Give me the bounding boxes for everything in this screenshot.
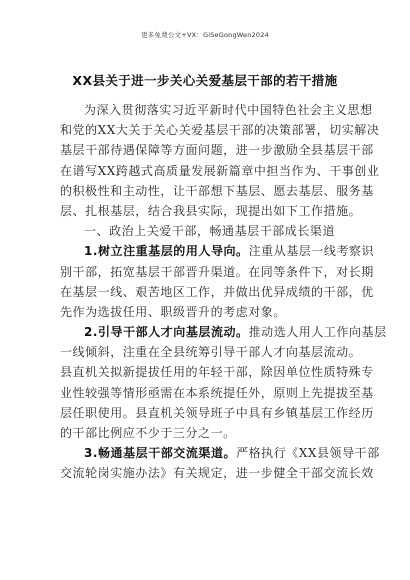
item-heading: 3.畅通基层干部交流渠道。 bbox=[84, 446, 237, 461]
paragraph-line: 层、扎根基层，结合我县实际，现提出如下工作措施。 bbox=[60, 203, 362, 218]
paragraph-line: 基层干部待遇保障等方面问题，进一步激励全县基层干部 bbox=[60, 143, 374, 158]
paragraph-line: 在基层一线、艰苦地区工作，并做出优异成绩的干部，优 bbox=[60, 284, 374, 299]
section-heading: 一、政治上关爱干部，畅通基层干部成长渠道 bbox=[84, 224, 336, 239]
paragraph-line: 的积极性和主动性，让干部想下基层、愿去基层、服务基 bbox=[60, 183, 374, 198]
paragraph-line: 的干部比例应不少于三分之一。 bbox=[60, 426, 236, 440]
paragraph-line: 一线倾斜，注重在全县统筹引导干部人才向基层流动。 bbox=[60, 345, 362, 360]
item-heading: 2.引导干部人才向基层流动。 bbox=[84, 325, 249, 340]
item-text: 注重从基层一线考察识 bbox=[248, 244, 375, 259]
paragraph-line: 在谱写XX跨越式高质量发展新篇章中担当作为、干事创业 bbox=[60, 163, 380, 178]
paragraph-line: 交流轮岗实施办法》有关规定，进一步健全干部交流长效 bbox=[60, 466, 374, 481]
item-text: 严格执行《XX县领导干部 bbox=[236, 446, 380, 461]
item-heading: 1.树立注重基层的用人导向。 bbox=[84, 244, 249, 259]
paragraph-line: 层任职使用。县直机关领导班子中具有乡镇基层工作经历 bbox=[60, 405, 374, 420]
item-first-line bbox=[60, 241, 375, 261]
item-first-line bbox=[60, 443, 380, 463]
paragraph-line: 业性较强等情形亟需在本系统提任外，原则上先提拔至基 bbox=[60, 385, 374, 400]
item-first-line bbox=[60, 322, 387, 342]
paragraph-line: 县直机关拟新提拔任用的年轻干部，除因单位性质特殊专 bbox=[60, 365, 374, 380]
header-note: 更多免费公文+VX：GiSeGongWen2024 bbox=[141, 31, 269, 39]
document-title: XX县关于进一步关心关爱基层干部的若干措施 bbox=[72, 73, 338, 88]
paragraph-line: 和党的XX大关于关心关爱基层干部的决策部署，切实解决 bbox=[60, 123, 380, 138]
paragraph-line: 先作为选拔任用、职级晋升的考虑对象。 bbox=[60, 304, 286, 319]
paragraph-line: 别干部，拓宽基层干部晋升渠道。在同等条件下，对长期 bbox=[60, 264, 374, 279]
paragraph-line: 为深入贯彻落实习近平新时代中国特色社会主义思想 bbox=[84, 103, 373, 117]
document-body bbox=[60, 100, 387, 484]
item-text: 推动选人用人工作向基层 bbox=[248, 325, 387, 340]
